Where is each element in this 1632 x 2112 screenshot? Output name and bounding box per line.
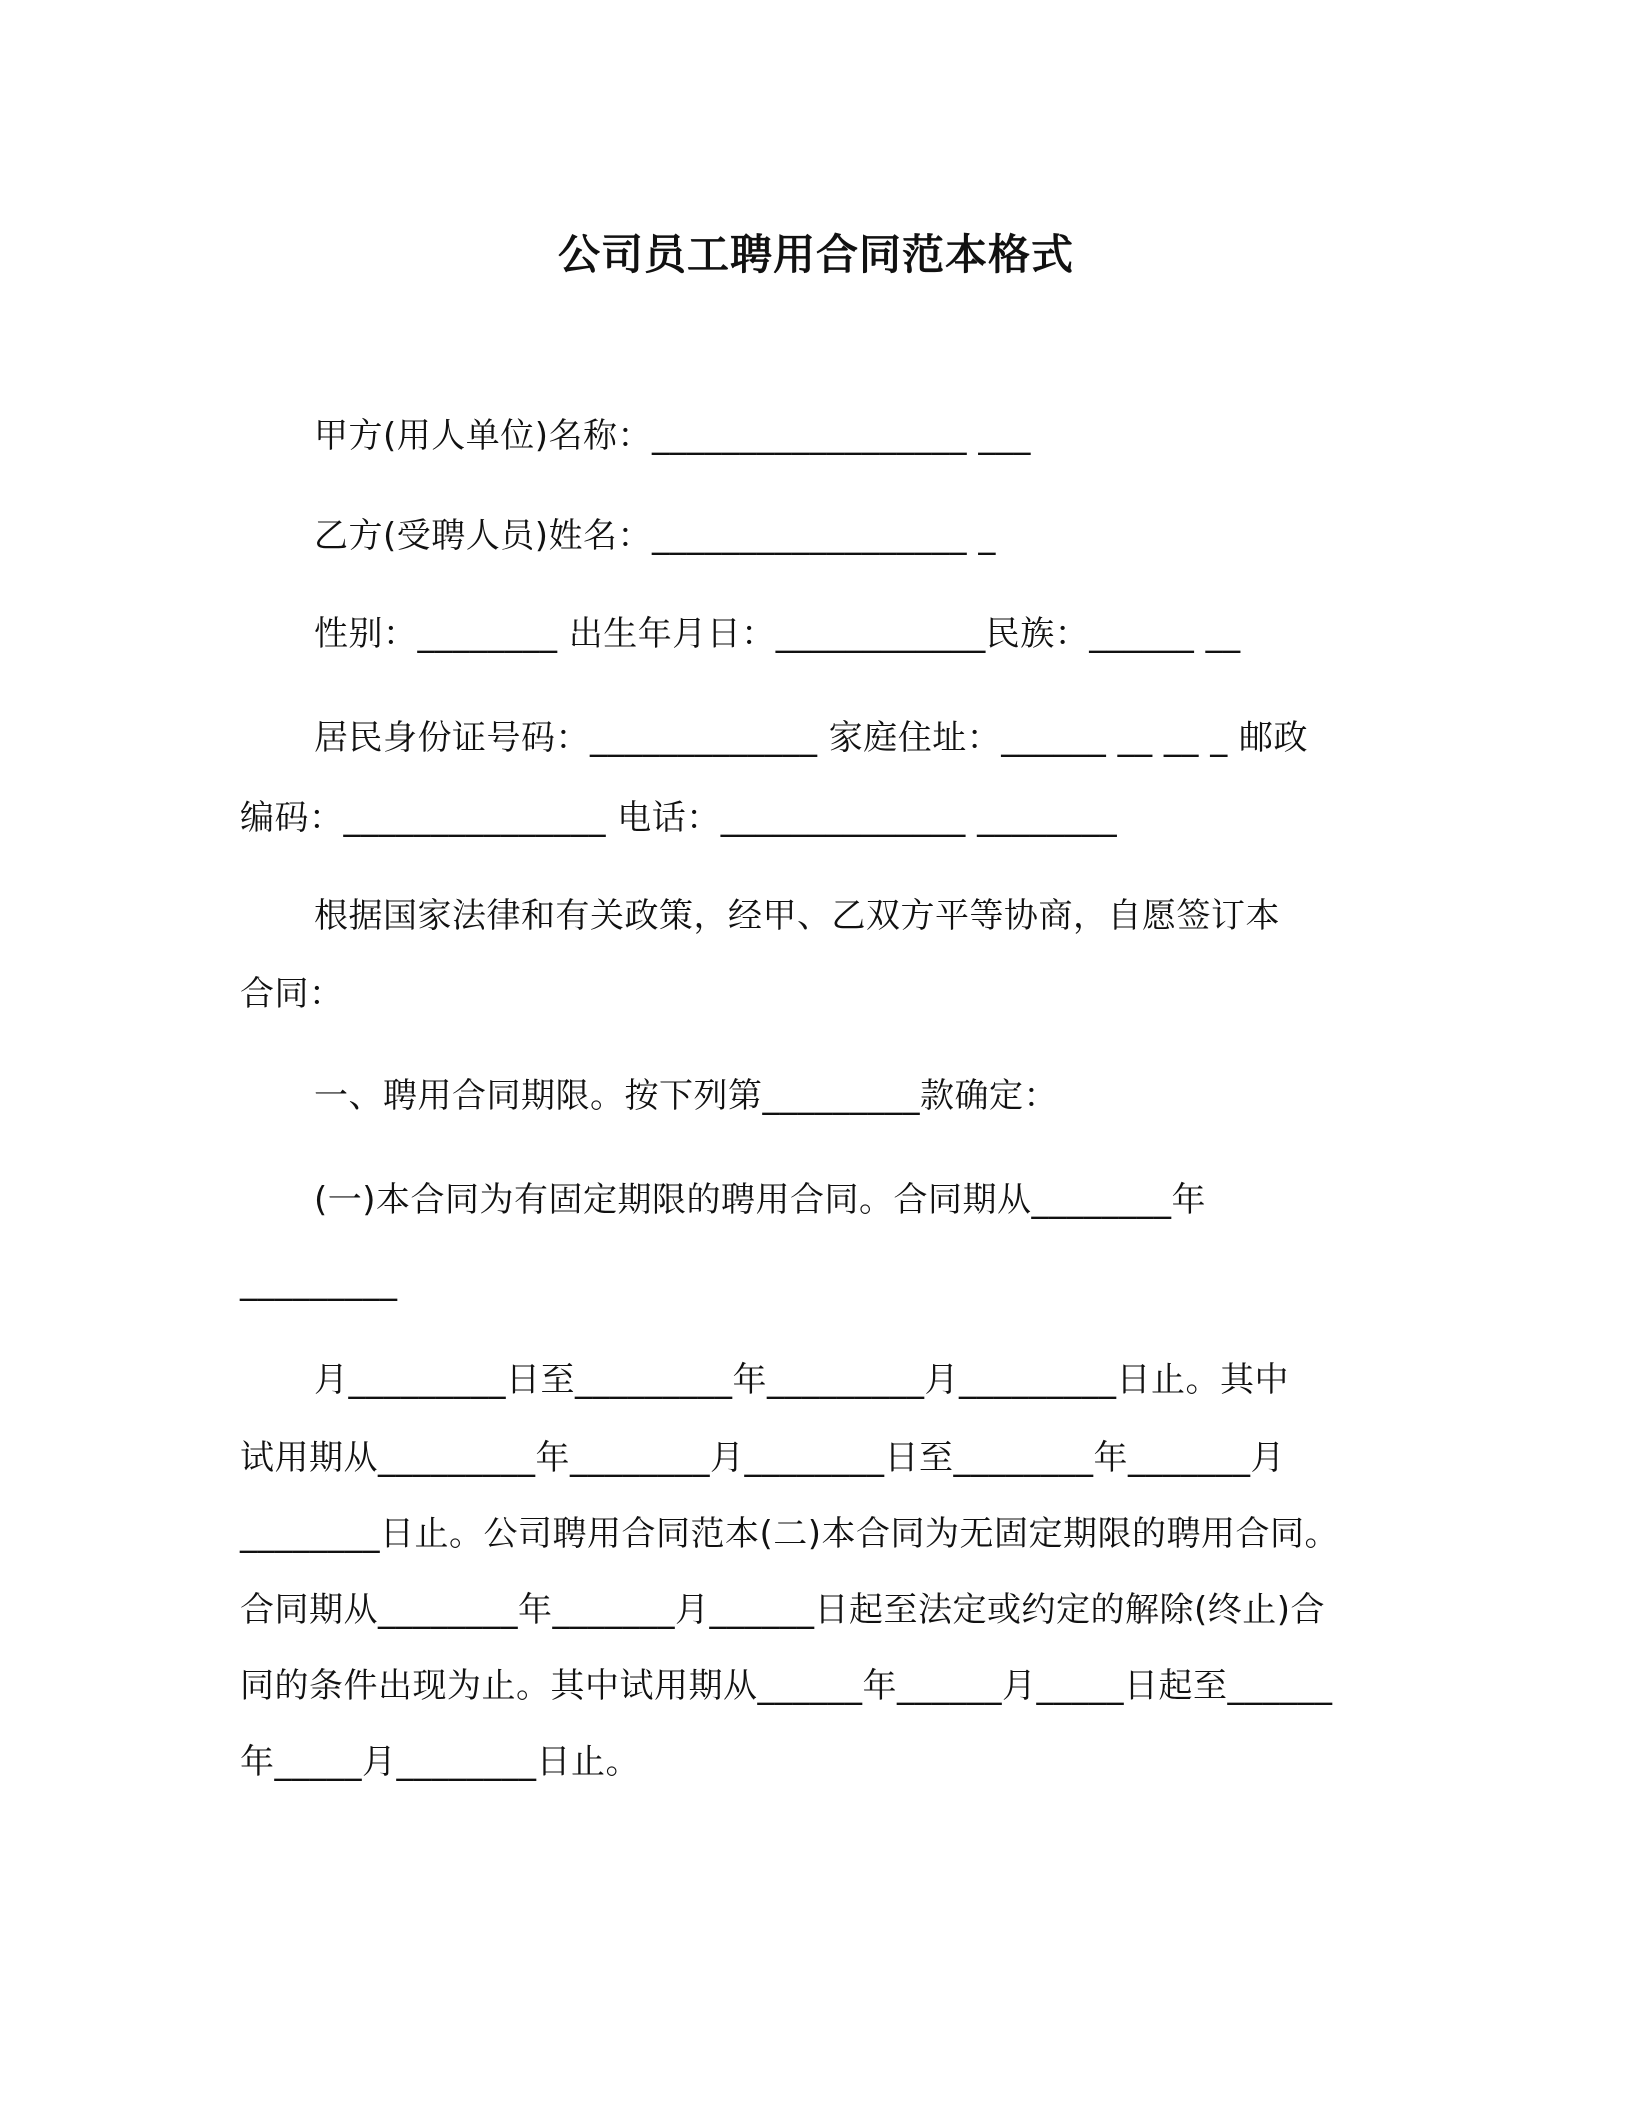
preamble-line-1: 根据国家法律和有关政策，经甲、乙双方平等协商，自愿签订本 <box>314 896 1280 936</box>
clause-one-line-3: 月_________日至_________年_________月_________日止。其中 <box>314 1360 1289 1400</box>
clause-one-line-1: (一)本合同为有固定期限的聘用合同。合同期从________年 <box>314 1180 1207 1220</box>
clause-one-line-2: _________ <box>240 1262 398 1302</box>
preamble-line-2: 合同： <box>240 974 344 1014</box>
clause-two-line-1: 合同期从________年_______月______日起至法定或约定的解除(终止)合 <box>240 1590 1326 1630</box>
clause-two-line-2: 同的条件出现为止。其中试用期从______年______月_____日起至______ <box>240 1666 1333 1706</box>
gender-birth-ethnicity-line: 性别：________ 出生年月日：____________民族：______ __ <box>314 614 1241 654</box>
clause-two-line-3: 年_____月________日止。 <box>240 1742 640 1782</box>
party-a-name-line: 甲方(用人单位)名称：__________________ ___ <box>314 416 1031 456</box>
id-address-line: 居民身份证号码：_____________ 家庭住址：______ __ __ _ 邮政 <box>314 718 1309 758</box>
clause-one-line-4: 试用期从_________年________月________日至________年_______月 <box>240 1438 1285 1478</box>
section-one-heading: 一、聘用合同期限。按下列第_________款确定： <box>314 1076 1058 1116</box>
document-title: 公司员工聘用合同范本格式 <box>557 230 1074 279</box>
clause-one-line-5: ________日止。公司聘用合同范本(二)本合同为无固定期限的聘用合同。 <box>240 1514 1340 1554</box>
party-b-name-line: 乙方(受聘人员)姓名：__________________ _ <box>314 516 996 556</box>
postcode-phone-line: 编码：_______________ 电话：______________ ________ <box>240 798 1118 838</box>
